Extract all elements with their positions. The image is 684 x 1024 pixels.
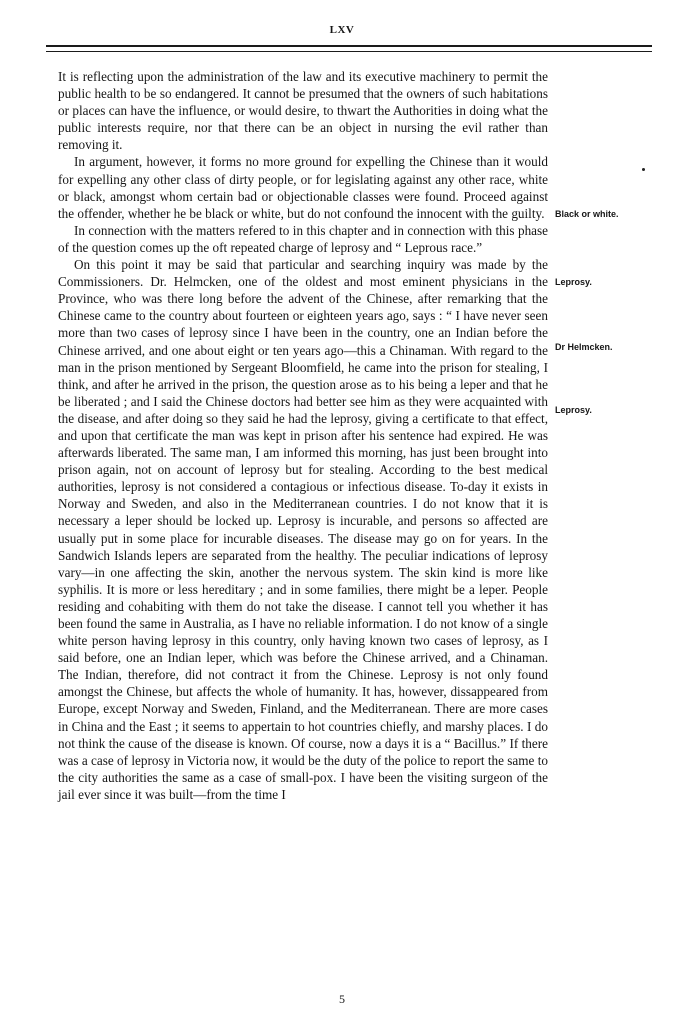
folio-number: 5 bbox=[339, 992, 345, 1006]
body-text bbox=[58, 68, 548, 803]
side-note-black-or-white: Black or white. bbox=[555, 209, 619, 219]
side-note-leprosy: Leprosy. bbox=[555, 277, 592, 287]
paragraph: It is reflecting upon the administration of the law and its executive machinery to permit the public health to be so endangered. It cannot be presumed that the owners of such habitations or places can have the influence, or would desire, to thwart the Authorities in doing what the public interests require, nor that there can be an object in nursing the evil rather than removing it. bbox=[58, 69, 548, 153]
paragraph: On this point it may be said that particular and searching inquiry was made by the Commissioners. Dr. Helmcken, one of the oldest and most eminent physicians in the Province, who was there long before the advent of the Chinese, after remarking that the Chinese came to the country about fourteen or eighteen years ago, says : “ I have never seen more than two cases of leprosy since I have been in the country, one an Indian before the Chinese arrived, and one about eight or ten years ago—this a Chinaman. With regard to the man in the prison mentioned by Sergeant Bloomfield, he came into the prison for stealing, I think, and after he arrived in the prison, the question arose as to his being a leper and that he be liberated ; and I said the Chinese doctors had better see him as they were acquainted with the disease, and after doing so they said he had the leprosy, giving a certificate to that effect, and upon that certificate the man was kept in prison after his sentence had expired. He was afterwards liberated. The same man, I am informed this morning, has just been brought into prison again, not on account of leprosy but for stealing. According to the best medical authorities, leprosy is not considered a contagious or infectious disease. To-day it exists in Norway and Sweden, and also in the Mediterranean countries. I do not know that it is necessary a leper should be locked up. Leprosy is incurable, and persons so affected are usually put in some place for incurable diseases. The disease may go on for years. In the Sandwich Islands lepers are separated from the healthy. The peculiar indications of leprosy vary—in one affecting the skin, another the nervous system. The skin kind is more like syphilis. It is more or less hereditary ; and in some families, there might be a leper. People residing and cohabiting with them do not take the disease. I cannot tell you whether it has been found the same in Australia, as I have no reliable information. I do not know of a single white person having leprosy in this country, only having known two cases of leprosy, as I said before, one an Indian leper, which was before the Chinese arrived, and a Chinaman. The Indian, therefore, did not contract it from the Chinese. Leprosy is not only found amongst the Chinese, but affects the whole of humanity. It has, however, dissappeared from Europe, except Norway and Sweden, Finland, and the Mediterranean. There are more cases in China and the East ; it seems to appertain to hot countries chiefly, and marshy places. I do not think the cause of the disease is known. Of course, now a days it is a “ Bacillus.” If there was a case of leprosy in Victoria now, it would be the duty of the police to report the same to the city authorities the same as a case of small-pox. I have been the visiting surgeon of the jail ever since it was built—from the time I bbox=[58, 257, 549, 802]
paragraph: In connection with the matters refered to in this chapter and in connection with this phase of the question comes up the oft repeated charge of leprosy and “ Leprous race.” bbox=[58, 222, 548, 255]
header-rule bbox=[46, 51, 652, 52]
header-rule bbox=[46, 45, 652, 47]
side-note-dr-helmcken: Dr Helmcken. bbox=[555, 342, 613, 352]
page-number: LXV bbox=[329, 24, 355, 36]
side-note-leprosy: Leprosy. bbox=[555, 405, 592, 415]
ink-speck bbox=[642, 168, 645, 171]
paragraph: In argument, however, it forms no more ground for expelling the Chinese than it would for expelling any other class of dirty people, or for legislating against any other race, white or black, amongst whom certain bad or objectionable classes were found. Proceed against the offender, whether he be black or white, but do not confound the innocent with the guilty. bbox=[58, 154, 548, 221]
